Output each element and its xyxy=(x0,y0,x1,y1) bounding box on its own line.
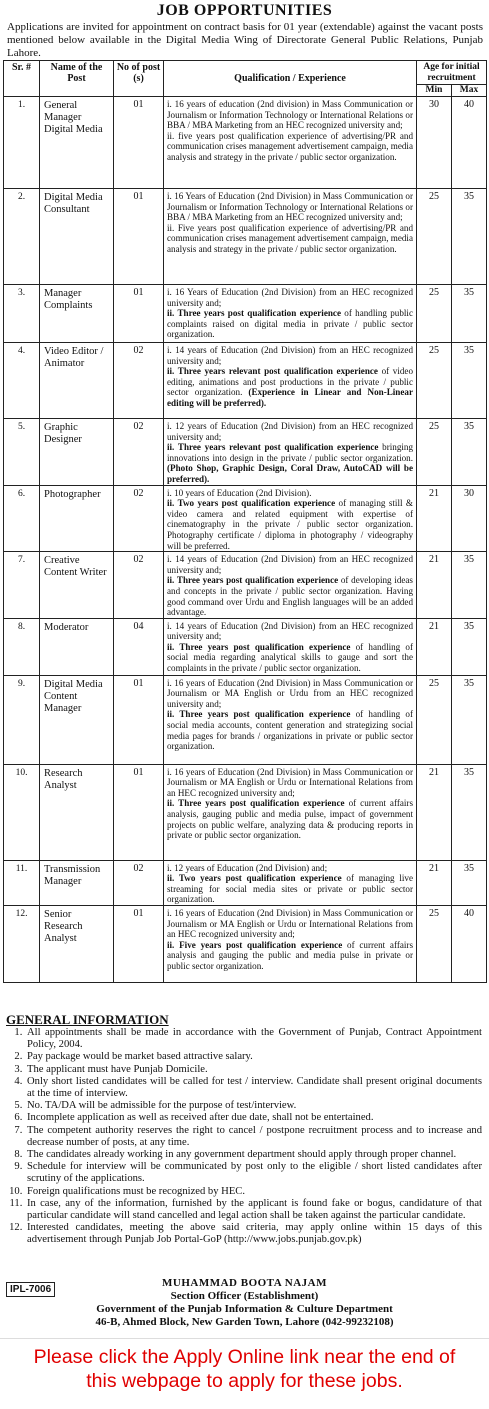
row-qualification xyxy=(164,285,417,343)
header-post-count: No of post (s) xyxy=(114,61,164,97)
row-sr: 6. xyxy=(4,485,40,552)
experience-detail: of handling public complaints raised on digital media in private / public sector organization. xyxy=(167,308,413,340)
table-row xyxy=(4,906,487,983)
table-row xyxy=(4,552,487,619)
row-post-count: 02 xyxy=(114,485,164,552)
general-information-item: 7. The competent authority reserves the right to cancel / postpone recruitment process and to increase and decrease number of posts, at any time. xyxy=(25,1125,482,1149)
row-sr: 2. xyxy=(4,189,40,285)
qualification-experience xyxy=(167,940,413,972)
header-sr: Sr. # xyxy=(4,61,40,97)
experience-lead: ii. Three years post qualification experience xyxy=(167,575,339,586)
experience-lead: ii. Five years post qualification experience xyxy=(167,939,343,950)
row-age-max: 35 xyxy=(452,189,487,285)
table-row xyxy=(4,485,487,552)
officer-name: MUHAMMAD BOOTA NAJAM xyxy=(162,1277,327,1289)
qualification-experience xyxy=(167,223,413,255)
table-row xyxy=(4,675,487,764)
row-qualification xyxy=(164,675,417,764)
header-qualification: Qualification / Experience xyxy=(164,61,417,97)
experience-detail: of current affairs analysis and gauging the public and media pulse in private or public sector organization. xyxy=(167,939,413,972)
row-post-name: Photographer xyxy=(40,485,114,552)
qualification-experience xyxy=(167,642,413,674)
experience-lead: ii. Three years post qualification experience xyxy=(167,798,345,809)
row-age-min: 25 xyxy=(417,285,452,343)
row-age-min: 30 xyxy=(417,97,452,189)
row-post-count: 01 xyxy=(114,675,164,764)
row-post-count: 01 xyxy=(114,97,164,189)
general-information-item: 6. Incomplete application as well as received after due date, shall not be entertained. xyxy=(25,1112,482,1124)
row-qualification xyxy=(164,343,417,419)
apply-online-notice-line2: this webpage to apply for these jobs. xyxy=(86,1370,403,1392)
row-sr: 5. xyxy=(4,419,40,486)
footer xyxy=(3,1277,486,1337)
row-post-name: Transmission Manager xyxy=(40,860,114,905)
general-information-item: 4. Only short listed candidates will be called for test / interview. Candidate shall present original documents at the time of interview. xyxy=(25,1076,482,1100)
row-sr: 8. xyxy=(4,618,40,675)
qualification-experience xyxy=(167,131,413,163)
row-post-count: 01 xyxy=(114,285,164,343)
officer-designation: Section Officer (Establishment) xyxy=(170,1290,319,1302)
row-qualification xyxy=(164,552,417,619)
row-age-max: 35 xyxy=(452,860,487,905)
row-sr: 10. xyxy=(4,764,40,860)
qualification-education: i. 12 years of Education (2nd Division) and; xyxy=(167,862,328,873)
qualification-education: i. 10 years of Education (2nd Division). xyxy=(167,487,312,498)
general-information-item: 5. No. TA/DA will be admissible for the purpose of test/interview. xyxy=(25,1100,482,1112)
experience-lead: ii. Three years post qualification experience xyxy=(167,709,351,720)
qualification-experience xyxy=(167,873,413,905)
experience-detail: of handling of social media regarding analytical skills to gauge and sort the complaints in the private / public sector organization. xyxy=(167,641,413,674)
general-information-item: 11. In case, any of the information, furnished by the applicant is found fake or bogus, candidature of that particular candidate will stand cancelled and legal action shall be taken against the particular candidate. xyxy=(25,1198,482,1222)
qualification-education: i. 12 years of Education (2nd Division) from an HEC recognized university and; xyxy=(167,421,413,442)
row-sr: 9. xyxy=(4,675,40,764)
row-sr: 4. xyxy=(4,343,40,419)
experience-detail: ii. five years post qualification experience of advertising/PR and communication crises management advertisement campaign, media analysis and strategy in the private / public sector organization. xyxy=(167,130,413,162)
row-post-count: 02 xyxy=(114,552,164,619)
row-post-count: 02 xyxy=(114,343,164,419)
header-age-max: Max xyxy=(452,85,487,97)
page-title: JOB OPPORTUNITIES xyxy=(156,2,333,19)
row-age-min: 21 xyxy=(417,764,452,860)
qualification-experience xyxy=(167,798,413,840)
experience-lead: ii. Three years post qualification experience xyxy=(167,641,351,652)
qualification-education: i. 14 years of Education (2nd Division) from an HEC recognized university and; xyxy=(167,620,413,642)
row-post-name: Digital Media Consultant xyxy=(40,189,114,285)
row-age-min: 25 xyxy=(417,419,452,486)
row-post-name: Digital Media Content Manager xyxy=(40,675,114,764)
table-row xyxy=(4,860,487,905)
qualification-experience xyxy=(167,308,413,340)
row-age-max: 35 xyxy=(452,343,487,419)
row-age-min: 25 xyxy=(417,343,452,419)
department-name: Government of the Punjab Information & Culture Department xyxy=(96,1303,393,1315)
qualification-education: i. 14 years of Education (2nd Division) from an HEC recognized university and; xyxy=(167,345,413,366)
table-row xyxy=(4,285,487,343)
row-post-name: Manager Complaints xyxy=(40,285,114,343)
row-age-max: 35 xyxy=(452,675,487,764)
row-qualification xyxy=(164,764,417,860)
qualification-education: i. 16 years of Education (2nd Division) in Mass Communication or Journalism or MA English or Urdu from an HEC recognized university and; xyxy=(167,677,413,709)
experience-lead: ii. Two years post qualification experience xyxy=(167,498,336,509)
row-age-max: 35 xyxy=(452,285,487,343)
general-information-item: 10. Foreign qualifications must be recognized by HEC. xyxy=(25,1186,482,1198)
row-qualification xyxy=(164,189,417,285)
row-post-name: Creative Content Writer xyxy=(40,552,114,619)
qualification-experience xyxy=(167,575,413,617)
row-age-min: 21 xyxy=(417,860,452,905)
row-qualification xyxy=(164,485,417,552)
row-qualification xyxy=(164,419,417,486)
qualification-education: i. 16 Years of Education (2nd Division) in Mass Communication or Journalism or Information Technology or International Relations or BBA / MBA Marketing from an HEC recognized university and; xyxy=(167,191,413,223)
qualification-experience xyxy=(167,709,413,751)
advertisement xyxy=(3,2,486,1337)
apply-online-notice xyxy=(0,1345,489,1393)
row-sr: 11. xyxy=(4,860,40,905)
row-qualification xyxy=(164,906,417,983)
row-qualification xyxy=(164,618,417,675)
experience-detail: of managing still & video camera and related equipment with expertise of cinematography in the private / public sector organization. Photography certificate / diploma in photography / videography will be preferred. xyxy=(167,498,413,551)
row-post-name: Moderator xyxy=(40,618,114,675)
experience-detail: bringing innovations into design in the private / public sector organization. xyxy=(167,442,413,463)
row-post-name: Senior Research Analyst xyxy=(40,906,114,983)
table-row xyxy=(4,618,487,675)
qualification-experience xyxy=(167,366,413,408)
row-age-min: 25 xyxy=(417,675,452,764)
general-information-item: 3. The applicant must have Punjab Domicile. xyxy=(25,1064,482,1076)
row-age-max: 40 xyxy=(452,97,487,189)
row-age-min: 21 xyxy=(417,485,452,552)
experience-detail: of current affairs analysis, gauging public and media pulse, impact of government projects on public welfare, analyzing data & producing reports in private or public sector organization. xyxy=(167,798,413,841)
qualification-education: i. 14 years of Education (2nd Division) from an HEC recognized university and; xyxy=(167,554,413,575)
row-post-name: Graphic Designer xyxy=(40,419,114,486)
qualification-experience xyxy=(167,442,413,484)
general-information-item: 1. All appointments shall be made in accordance with the Government of Punjab, Contract Appointment Policy, 2004. xyxy=(25,1027,482,1051)
row-age-min: 25 xyxy=(417,189,452,285)
row-post-name: General Manager Digital Media xyxy=(40,97,114,189)
signature-block xyxy=(3,1277,486,1329)
row-post-count: 02 xyxy=(114,419,164,486)
qualification-education: i. 16 years of Education (2nd Division) in Mass Communication or Journalism or MA English or Urdu or International Relations from an HEC recognized university and; xyxy=(167,908,413,940)
qualification-education: i. 16 years of Education (2nd Division) in Mass Communication or Journalism or MA English or Urdu or International Relations from an HEC recognized university and; xyxy=(167,766,413,798)
experience-lead: ii. Three years relevant post qualification experience xyxy=(167,366,378,377)
experience-lead: ii. Two years post qualification experience xyxy=(167,873,342,884)
general-information-item: 12. Interested candidates, meeting the above said criteria, may apply online within 15 days of this advertisement through Punjab Job Portal-GoP (http://www.jobs.punjab.gov.pk) xyxy=(25,1222,482,1246)
divider xyxy=(0,1338,489,1339)
ad-code: IPL-7006 xyxy=(6,1282,55,1297)
row-post-count: 01 xyxy=(114,764,164,860)
qualification-education: i. 16 Years of Education (2nd Division) from an HEC recognized university and; xyxy=(167,287,413,308)
row-age-max: 40 xyxy=(452,906,487,983)
general-information-item: 9. Schedule for interview will be communicated by post only to the eligible / short listed candidates after scrutiny of the applications. xyxy=(25,1161,482,1185)
general-information-list xyxy=(3,1027,486,1247)
row-age-min: 21 xyxy=(417,618,452,675)
intro-text: Applications are invited for appointment on contract basis for 01 year (extendable) against the vacant posts mentioned below available in the Digital Media Wing of Directorate General Public Relations, Punjab Lahore. xyxy=(7,21,483,59)
row-post-count: 04 xyxy=(114,618,164,675)
experience-detail: of developing ideas and concepts in the private / public sector organization. Having good command over Urdu and English languages will be an added advantage. xyxy=(167,575,413,618)
table-row xyxy=(4,189,487,285)
experience-detail: ii. Five years post qualification experience of advertising/PR and communication crises management advertisement campaign, media analysis and strategy in the private / public sector organization. xyxy=(167,222,413,254)
general-information-item: 2. Pay package would be market based attractive salary. xyxy=(25,1051,482,1063)
experience-preference: (Photo Shop, Graphic Design, Coral Draw, AutoCAD will be preferred). xyxy=(167,463,413,484)
table-row xyxy=(4,97,487,189)
row-age-max: 35 xyxy=(452,764,487,860)
row-sr: 3. xyxy=(4,285,40,343)
header-age: Age for initial recruitment xyxy=(417,61,487,85)
table-row xyxy=(4,419,487,486)
row-age-max: 30 xyxy=(452,485,487,552)
general-information-item: 8. The candidates already working in any government department should apply through proper channel. xyxy=(25,1149,482,1161)
experience-detail: of video editing, animations and post productions in the private / public sector organization. xyxy=(167,366,413,398)
experience-preference: (Experience in Linear and Non-Linear editing will be preferred). xyxy=(167,387,413,408)
header-age-min: Min xyxy=(417,85,452,97)
row-post-count: 01 xyxy=(114,189,164,285)
qualification-education: i. 16 years of education (2nd division) in Mass Communication or Journalism or Information Technology or International Relations or BBA / MBA Marketing from an HEC recognized university and; xyxy=(167,99,413,131)
general-information-title: GENERAL INFORMATION xyxy=(6,1012,169,1027)
apply-online-notice-line1: Please click the Apply Online link near the end of xyxy=(33,1346,456,1368)
row-post-count: 02 xyxy=(114,860,164,905)
jobs-table xyxy=(3,60,487,983)
row-sr: 1. xyxy=(4,97,40,189)
table-row xyxy=(4,343,487,419)
row-post-count: 01 xyxy=(114,906,164,983)
row-post-name: Video Editor / Animator xyxy=(40,343,114,419)
qualification-experience xyxy=(167,498,413,551)
experience-detail: of handling of social media accounts, content generation and strategizing social media pages for brands / organizations in private or public sector organization. xyxy=(167,709,413,752)
row-qualification xyxy=(164,860,417,905)
table-row xyxy=(4,764,487,860)
row-sr: 7. xyxy=(4,552,40,619)
row-age-min: 21 xyxy=(417,552,452,619)
department-address: 46-B, Ahmed Block, New Garden Town, Lahore (042-99232108) xyxy=(95,1316,394,1328)
row-sr: 12. xyxy=(4,906,40,983)
header-post-name: Name of the Post xyxy=(40,61,114,97)
general-information xyxy=(3,1012,486,1247)
row-age-max: 35 xyxy=(452,419,487,486)
experience-lead: ii. Three years post qualification experience xyxy=(167,308,341,319)
experience-lead: ii. Three years relevant post qualification experience xyxy=(167,442,379,453)
row-age-max: 35 xyxy=(452,618,487,675)
row-age-min: 25 xyxy=(417,906,452,983)
row-age-max: 35 xyxy=(452,552,487,619)
row-qualification xyxy=(164,97,417,189)
row-post-name: Research Analyst xyxy=(40,764,114,860)
experience-detail: of managing live streaming for social media sites or private or public sector organization. xyxy=(167,873,413,905)
